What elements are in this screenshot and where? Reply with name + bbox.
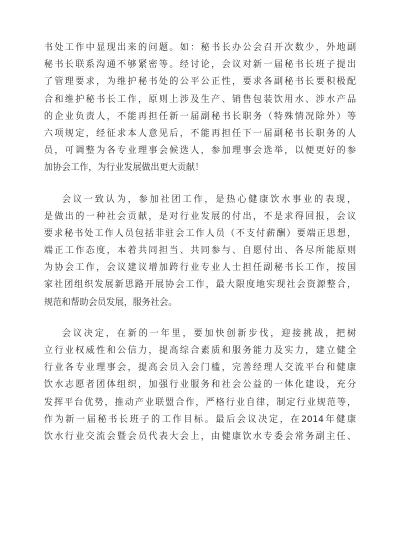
text-line: 了管理要求，为维护秘书处的公平公正性，要求各副秘书长要积极配 [44, 77, 356, 88]
text-line: 是做出的一种社会贡献，是对行业发展的付出，不是求得回报，会议 [44, 211, 356, 222]
text-line: 端正工作态度，本着共同担当、共同参与、自愿付出、各尽所能原则 [44, 246, 356, 257]
paragraph-consensus [44, 192, 356, 312]
paragraph-spacer [44, 178, 356, 192]
paragraph-decision [44, 326, 356, 446]
text-line: 饮水志愿者团体组织，加强行业服务和社会公益的一体化建设，充分 [44, 380, 356, 391]
text-line: 合和维护秘书长工作，原则上涉及生产、销售包装饮用水、涉水产品 [44, 94, 356, 105]
text-line: 为协会工作，会议建议增加跨行业专业人士担任副秘书长工作，按国 [44, 263, 356, 274]
text-line: 规范和帮助会员发展，服务社会。 [44, 297, 178, 308]
text-line: 书处工作中显现出来的问题。如：秘书长办公会召开次数少，外地副 [44, 43, 356, 53]
text-line: 立行业权威性和公信力，提高综合素质和服务能力及实力，建立健全 [44, 346, 356, 356]
text-line: 会议一致认为，参加社团工作，是热心健康饮水事业的表现， [62, 194, 356, 205]
text-line: 会议决定，在新的一年里，要加快创新步伐，迎接挑战，把树 [62, 328, 356, 339]
text-line: 员，可调整为各专业理事会候选人，参加理事会选举，以便更好的参 [44, 146, 356, 157]
text-line: 发挥平台优势，推动产业联盟合作，严格行业自律，制定行业规范等， [44, 397, 356, 408]
text-line: 家社团组织发展新思路开展协会工作，最大限度地实现社会资源整合， [44, 280, 356, 291]
text-line: 要求秘书处工作人员包括非驻会工作人员（不支付薪酬）要端正思想， [44, 228, 356, 239]
text-line: 秘书长联系沟通不够紧密等。经讨论，会议对新一届秘书长班子提出 [44, 60, 356, 71]
paragraph-secretariat-rules [44, 40, 356, 178]
paragraph-spacer [44, 312, 356, 326]
text-line: 饮水行业交流会暨会员代表大会上，由健康饮水专委会常务副主任、 [44, 431, 356, 442]
text-line: 六项规定，经征求本人意见后，不能再担任下一届副秘书长职务的人 [44, 128, 356, 139]
text-line: 的企业负责人，不能再担任新一届副秘书长职务（特殊情况除外）等 [44, 111, 356, 122]
text-line: 作为新一届秘书长班子的工作目标。最后会议决定，在2014年健康 [44, 414, 356, 425]
text-line: 行业各专业理事会，提高会员入会门槛，完善经理人交流平台和健康 [44, 363, 356, 374]
text-line: 加协会工作，为行业发展做出更大贡献！ [44, 163, 204, 174]
